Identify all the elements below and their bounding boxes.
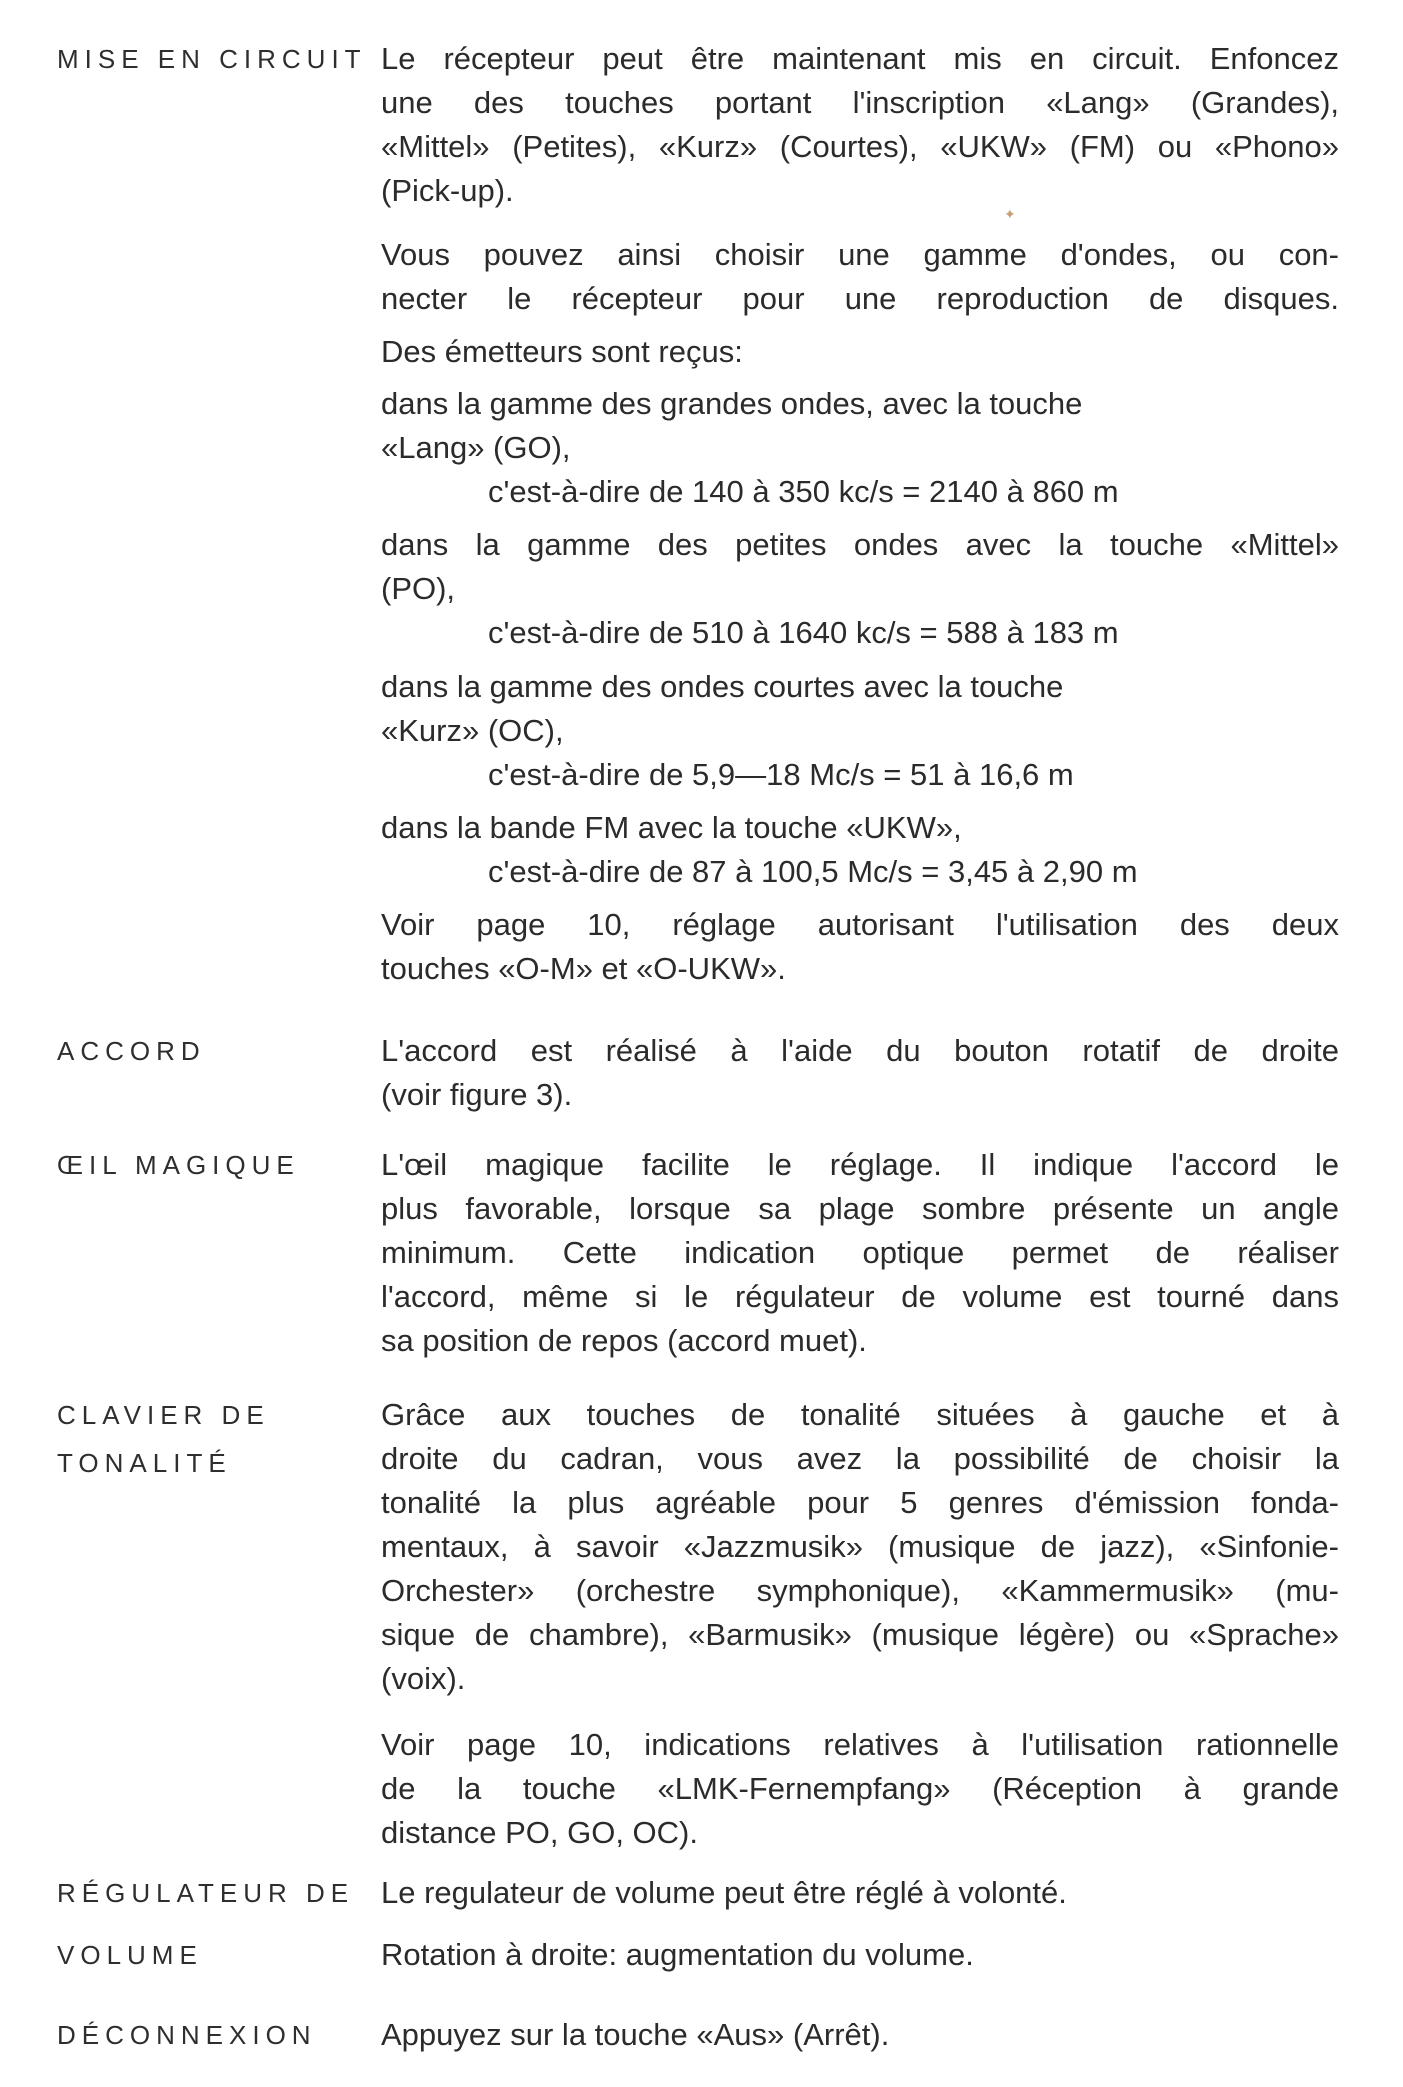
text-line: Voir page 10, réglage autorisant l'utilisation des deux [381,907,1339,942]
frequency-range-mittel: c'est-à-dire de 510 à 1640 kc/s = 588 à 183 m [488,615,1119,650]
text-line: (voix). [381,1661,466,1696]
text-line: Des émetteurs sont reçus: [381,334,743,369]
text-line: distance PO, GO, OC). [381,1815,698,1850]
text-line: dans la bande FM avec la touche «UKW», [381,810,962,845]
text-line: droite du cadran, vous avez la possibilité de choisir la [381,1441,1339,1476]
text-line: Voir page 10, indications relatives à l'utilisation rationnelle [381,1727,1339,1762]
heading-volume: VOLUME [57,1940,203,1970]
text-line: dans la gamme des grandes ondes, avec la touche [381,386,1083,421]
text-line: (voir figure 3). [381,1077,573,1112]
text-line: Le regulateur de volume peut être réglé à volonté. [381,1875,1067,1910]
heading-oeil-magique: ŒIL MAGIQUE [57,1150,300,1180]
text-line: «Lang» (GO), [381,430,571,465]
text-line: l'accord, même si le régulateur de volume est tourné dans [381,1279,1339,1314]
text-line: Appuyez sur la touche «Aus» (Arrêt). [381,2017,890,2052]
heading-tonalite: TONALITÉ [57,1448,232,1478]
frequency-range-ukw: c'est-à-dire de 87 à 100,5 Mc/s = 3,45 à 2,90 m [488,854,1138,889]
text-line: necter le récepteur pour une reproduction de disques. [381,281,1339,316]
text-line: sa position de repos (accord muet). [381,1323,867,1358]
text-line: Grâce aux touches de tonalité situées à gauche et à [381,1397,1339,1432]
heading-clavier-de: CLAVIER DE [57,1400,270,1430]
text-line: mentaux, à savoir «Jazzmusik» (musique de jazz), «Sinfonie- [381,1529,1339,1564]
text-line: (Pick-up). [381,173,514,208]
heading-regulateur-de: RÉGULATEUR DE [57,1878,355,1908]
frequency-range-kurz: c'est-à-dire de 5,9—18 Mc/s = 51 à 16,6 m [488,757,1074,792]
text-line: tonalité la plus agréable pour 5 genres d'émission fonda- [381,1485,1339,1520]
heading-accord: ACCORD [57,1036,206,1066]
text-line: Le récepteur peut être maintenant mis en circuit. Enfoncez [381,41,1339,76]
text-line: plus favorable, lorsque sa plage sombre présente un angle [381,1191,1339,1226]
text-line: Rotation à droite: augmentation du volume. [381,1937,974,1972]
ink-speck: ✦ [1004,206,1016,222]
text-line: Vous pouvez ainsi choisir une gamme d'ondes, ou con- [381,237,1339,272]
frequency-range-lang: c'est-à-dire de 140 à 350 kc/s = 2140 à 860 m [488,474,1119,509]
text-line: (PO), [381,571,456,606]
heading-deconnexion: DÉCONNEXION [57,2020,317,2050]
text-line: une des touches portant l'inscription «Lang» (Grandes), [381,85,1339,120]
text-line: L'accord est réalisé à l'aide du bouton rotatif de droite [381,1033,1339,1068]
text-line: L'œil magique facilite le réglage. Il indique l'accord le [381,1147,1339,1182]
text-line: dans la gamme des petites ondes avec la touche «Mittel» [381,527,1339,562]
text-line: de la touche «LMK-Fernempfang» (Réception à grande [381,1771,1339,1806]
text-line: minimum. Cette indication optique permet de réaliser [381,1235,1339,1270]
text-line: sique de chambre), «Barmusik» (musique légère) ou «Sprache» [381,1617,1339,1652]
text-line: Orchester» (orchestre symphonique), «Kammermusik» (mu- [381,1573,1339,1608]
text-line: dans la gamme des ondes courtes avec la touche [381,669,1064,704]
text-line: «Kurz» (OC), [381,713,564,748]
heading-mise-en-circuit: MISE EN CIRCUIT [57,44,367,74]
text-line: «Mittel» (Petites), «Kurz» (Courtes), «UKW» (FM) ou «Phono» [381,129,1339,164]
text-line: touches «O-M» et «O-UKW». [381,951,786,986]
